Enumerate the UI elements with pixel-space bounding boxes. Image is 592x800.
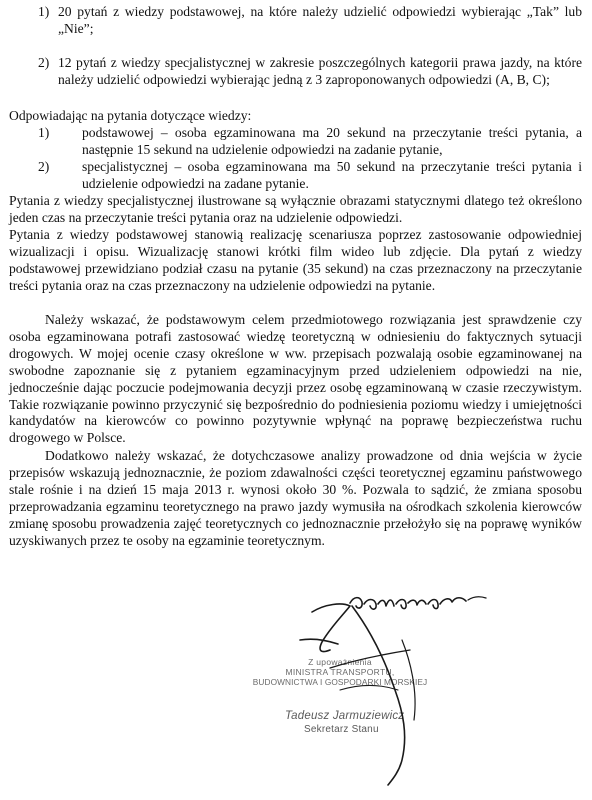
signatory-role: Sekretarz Stanu [304,724,379,735]
paragraph: Należy wskazać, że podstawowym celem przedmiotowego rozwiązania jest sprawdzenie czy osoba egzaminowana potrafi zastosować wiedzę teoretyczną w odniesieniu do faktycznych sytuacji drogowych. W mojej ocenie czasy określone w ww. przepisach pozwalają osobie egzaminowanej na swobodne zapoznanie się z pytaniem egzaminacyjnym przed udzieleniem odpowiedzi na nie, jednocześnie dając poczucie podejmowania decyzji przez osobę egzaminowaną w czasie rzeczywistym. Takie rozwiązanie powinno przyczynić się bezpośrednio do podniesienia poziomu wiedzy i umiejętności kandydatów na kierowców co powinno pozytywnie wpłynąć na poprawę bezpieczeństwa ruchu drogowego w Polsce. [9,312,582,446]
list-text: 12 pytań z wiedzy specjalistycznej w zakresie poszczególnych kategorii prawa jazdy, na które należy udzielić odpowiedzi wybierając jedną z 3 zaproponowanych odpowiedzi (A, B, C); [58,55,582,87]
intro-line: Odpowiadając na pytania dotyczące wiedzy: [9,108,252,123]
paragraph: Pytania z wiedzy podstawowej stanowią realizację scenariusza poprzez zastosowanie odpowiedniej wizualizacji i opisu. Wizualizację stanowi krótki film wideo lub zdjęcie. Dla pytań z wiedzy podstawowej przewidziano podział czasu na pytanie (35 sekund) na czas przeznaczony na przeczytanie treści pytania oraz na czas przeznaczony na udzielenie odpowiedzi na pytanie. [9,227,582,293]
paragraph: Dodatkowo należy wskazać, że dotychczasowe analizy prowadzone od dnia wejścia w życie przepisów wskazują jednoznacznie, że poziom zdawalności części teoretycznej egzaminu państwowego stale rośnie i na dzień 15 maja 2013 r. wynosi około 30 %. Pozwala to sądzić, że zmiana sposobu przeprowadzania egzaminu teoretycznego na prawo jazdy wymusiła na ośrodkach szkolenia kierowców zmianę sposobu prowadzenia zajęć teoretycznych co jednoznacznie przełożyło się na poprawę wyników uzyskiwanych przez te osoby na egzaminie teoretycznym. [9,448,582,548]
stamp-line: MINISTRA TRANSPORTU, [285,667,395,677]
signatory-name: Tadeusz Jarmuziewicz [285,710,405,722]
stamp-line: BUDOWNICTWA I GOSPODARKI MORSKIEJ [252,677,428,687]
list-number: 1) [38,4,50,19]
list-number: 2) [38,55,50,70]
list-text: 20 pytań z wiedzy podstawowej, na które należy udzielić odpowiedzi wybierając „Tak” lub „Nie”; [58,4,582,36]
stamp-line: Z upoważnienia [308,657,372,667]
list-number: 1) [38,125,50,140]
list-text: specjalistycznej – osoba egzaminowana ma 50 sekund na przeczytanie treści pytania i udzielenie odpowiedzi na zadane pytanie. [82,159,582,191]
list-number: 2) [38,159,50,174]
paragraph: Pytania z wiedzy specjalistycznej ilustrowane są wyłącznie obrazami statycznymi dlatego też określono jeden czas na przeczytanie treści pytania oraz na udzielenie odpowiedzi. [9,193,582,225]
list-text: podstawowej – osoba egzaminowana ma 20 sekund na przeczytanie treści pytania, a następnie 15 sekund na udzielenie odpowiedzi na zadanie pytanie, [82,125,582,157]
